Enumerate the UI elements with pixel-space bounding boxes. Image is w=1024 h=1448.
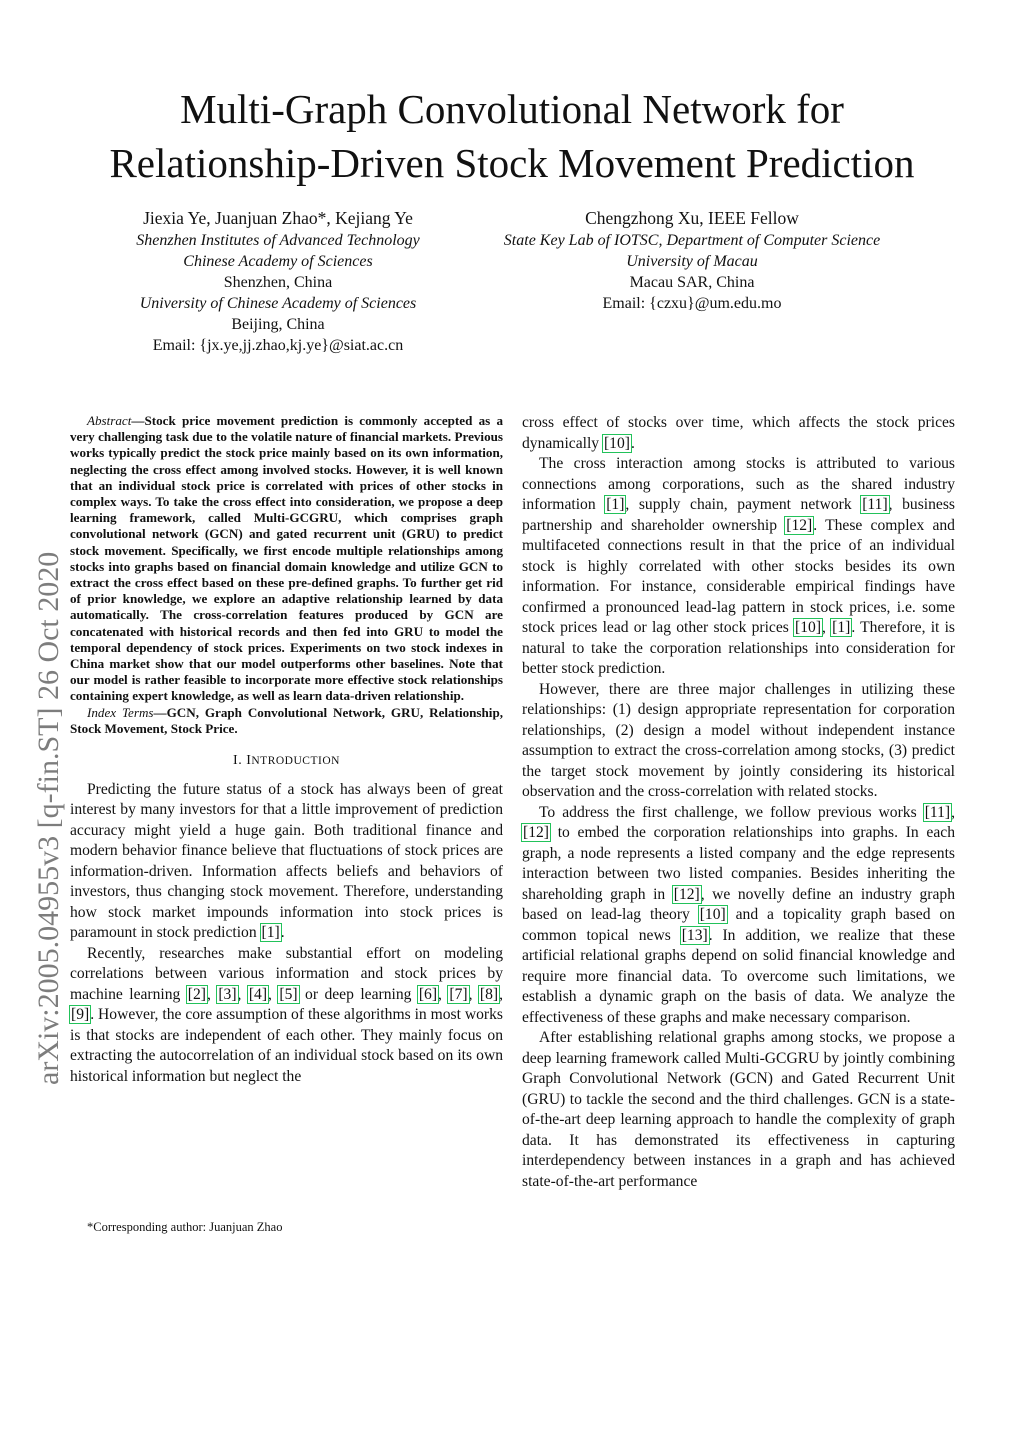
citation-link[interactable]: [11] (924, 803, 951, 821)
author-names: Jiexia Ye, Juanjuan Zhao*, Kejiang Ye (143, 208, 413, 228)
footnote: *Corresponding author: Juanjuan Zhao (87, 1220, 283, 1234)
location: Shenzhen, China (223, 274, 333, 291)
citation-link[interactable]: [10] (603, 434, 630, 452)
citation-link[interactable]: [12] (673, 885, 700, 903)
affiliation: University of Chinese Academy of Sciences (139, 295, 417, 312)
citation-link[interactable]: [12] (523, 824, 549, 841)
citation-link[interactable]: [2] (187, 985, 206, 1003)
intro-paragraph-2: Recently, researches make substantial effort on modeling correlations between various information and stock prices by machine learning [2], [3], [4], [5] or deep learning [6], [7], [8], [9]. However, the core assumption of these algorithms in most works is that stocks are independent of each other. They mainly focus on extracting the autocorrelation of an individual stock based on its own historical information but neglect the (70, 944, 504, 1085)
left-column (70, 413, 503, 1087)
index-terms-text: —GCN, Graph Convolutional Network, GRU, Relationship, Stock Movement, Stock Price. (70, 704, 504, 736)
abstract-text: —Stock price movement prediction is commonly accepted as a very challenging task due to the volatile nature of financial markets. Previous works typically predict the stock price mainly based on its own information, neglecting the cross effect among involved stocks. However, it is well known that an individual stock price is correlated with prices of other stocks in complex ways. To take the cross effect into consideration, we propose a deep learning framework, called Multi-GCGRU, which comprises graph convolutional network (GCN) and gated recurrent unit (GRU) to predict stock movement. Specifically, we first encode multiple relationships among stocks into graphs based on financial domain knowledge and utilize GCN to extract the cross effect based on these pre-defined graphs. To further get rid of prior knowledge, we explore an adaptive relationship learned by data automatically. The cross-correlation features produced by GCN are concatenated with historical records and then fed into GRU to model the temporal dependency of stock prices. Experiments on two stock indexes in China market show that our model outperforms other baselines. Note that our model is rather feasible to incorporate more effective stock relationships containing expert knowledge, as well as learn data-driven relationship. (70, 413, 503, 704)
citation-link[interactable]: [1] (832, 619, 851, 636)
paragraph-framework: After establishing relational graphs among stocks, we propose a deep learning framework called Multi-GCGRU by jointly combining Graph Convolutional Network (GCN) and Gated Recurrent Unit (GRU) to tackle the second and the third challenges. GCN is a state-of-the-art deep learning approach to handle the complexity of graph data. It has demonstrated its effectiveness in capturing interdependency between instances in a graph and has achieved state-of-the-art performance (522, 1029, 955, 1190)
citation-link[interactable]: [10] (795, 619, 822, 636)
author-names: Chengzhong Xu, IEEE Fellow (585, 208, 799, 228)
affiliation: Shenzhen Institutes of Advanced Technology (136, 232, 420, 249)
citation-link[interactable]: [6] (418, 985, 438, 1003)
citation-link[interactable]: [4] (248, 985, 268, 1003)
affiliation: Chinese Academy of Sciences (183, 253, 373, 270)
paragraph-continued: cross effect of stocks over time, which affects the stock prices dynamically [10]. (522, 414, 955, 452)
citation-link[interactable]: [8] (479, 985, 499, 1003)
location: Beijing, China (231, 316, 325, 333)
citation-link[interactable]: [7] (449, 985, 468, 1003)
author-block-left (100, 206, 456, 356)
citation-link[interactable]: [9] (71, 1006, 90, 1024)
citation-link[interactable]: [1] (606, 496, 625, 513)
citation-link[interactable]: [3] (218, 985, 237, 1003)
author-email: Email: {czxu}@um.edu.mo (602, 295, 782, 312)
citation-link[interactable]: [1] (261, 924, 280, 942)
affiliation: State Key Lab of IOTSC, Department of Computer Science (503, 232, 881, 249)
paragraph-cross-interaction: The cross interaction among stocks is attributed to various connections among corporations, such as the shared industry information [1], supply chain, payment network [11], business partnership and shareholder ownership [12]. These complex and multifaceted connections result in that the price of an individual stock is highly correlated with other stocks besides its own information. For instance, considerable empirical findings have confirmed a pronounced lead-lag pattern in stock prices, i.e. some stock prices lead or lag other stock prices [10], [1]. Therefore, it is natural to take the corporation relationships into consideration for better stock prediction. (522, 455, 955, 677)
citation-link[interactable]: [12] (786, 516, 813, 534)
right-column (522, 413, 955, 1192)
author-email: Email: {jx.ye,jj.zhao,kj.ye}@siat.ac.cn (152, 337, 404, 354)
index-terms-label: Index Terms (87, 704, 154, 720)
paper-title (60, 82, 964, 190)
affiliation: University of Macau (626, 253, 758, 270)
paragraph-first-challenge: To address the first challenge, we follow previous works [11], [12] to embed the corporation relationships into graphs. In each graph, a node represents a listed company and the edge represents interaction between two listed companies. Besides inheriting the shareholding graph in [12], we novelly define an industry graph based on lead-lag theory [10] and a topicality graph based on common topical news [13]. In addition, we realize that these artificial relational graphs depend on solid financial knowledge and require more financial data. To overcome such limitations, we establish a dynamic graph on the basis of data. We analyze the effectiveness of these graphs and make necessary comparison. (522, 803, 956, 1026)
location: Macau SAR, China (629, 274, 755, 291)
citation-link[interactable]: [10] (699, 906, 726, 923)
citation-link[interactable]: [11] (862, 496, 888, 513)
section-heading-introduction: I. INTRODUCTION (233, 753, 340, 769)
paragraph-challenges: However, there are three major challenges in utilizing these relationships: (1) design appropriate representation for corporation relationships, (2) design a model without independent instance assumption to extract the cross-correlation among stocks, (3) predict the target stock movement by jointly considering its historical observation and the cross-correlation with related stocks. (522, 680, 955, 800)
abstract-label: Abstract (87, 413, 132, 428)
title-line-1: Multi-Graph Convolutional Network for (180, 86, 844, 132)
citation-link[interactable]: [5] (279, 985, 298, 1003)
citation-link[interactable]: [13] (681, 926, 708, 944)
author-block-right (470, 206, 914, 314)
abstract (70, 413, 503, 705)
arxiv-side-stamp: arXiv:2005.04955v3 [q-fin.ST] 26 Oct 2020 (32, 551, 65, 1085)
index-terms (70, 705, 503, 737)
title-line-2: Relationship-Driven Stock Movement Prediction (109, 140, 915, 186)
intro-paragraph-1: Predicting the future status of a stock has always been of great interest by many investors for that a little improvement of prediction accuracy might yield a huge gain. Both traditional finance and modern behavior finance believe that fluctuations of stock prices are information-driven. Information affects beliefs and behaviors of investors, thus changing stock movement. Therefore, understanding how stock market impounds information into stock prices is paramount in stock prediction [1]. (70, 780, 503, 942)
